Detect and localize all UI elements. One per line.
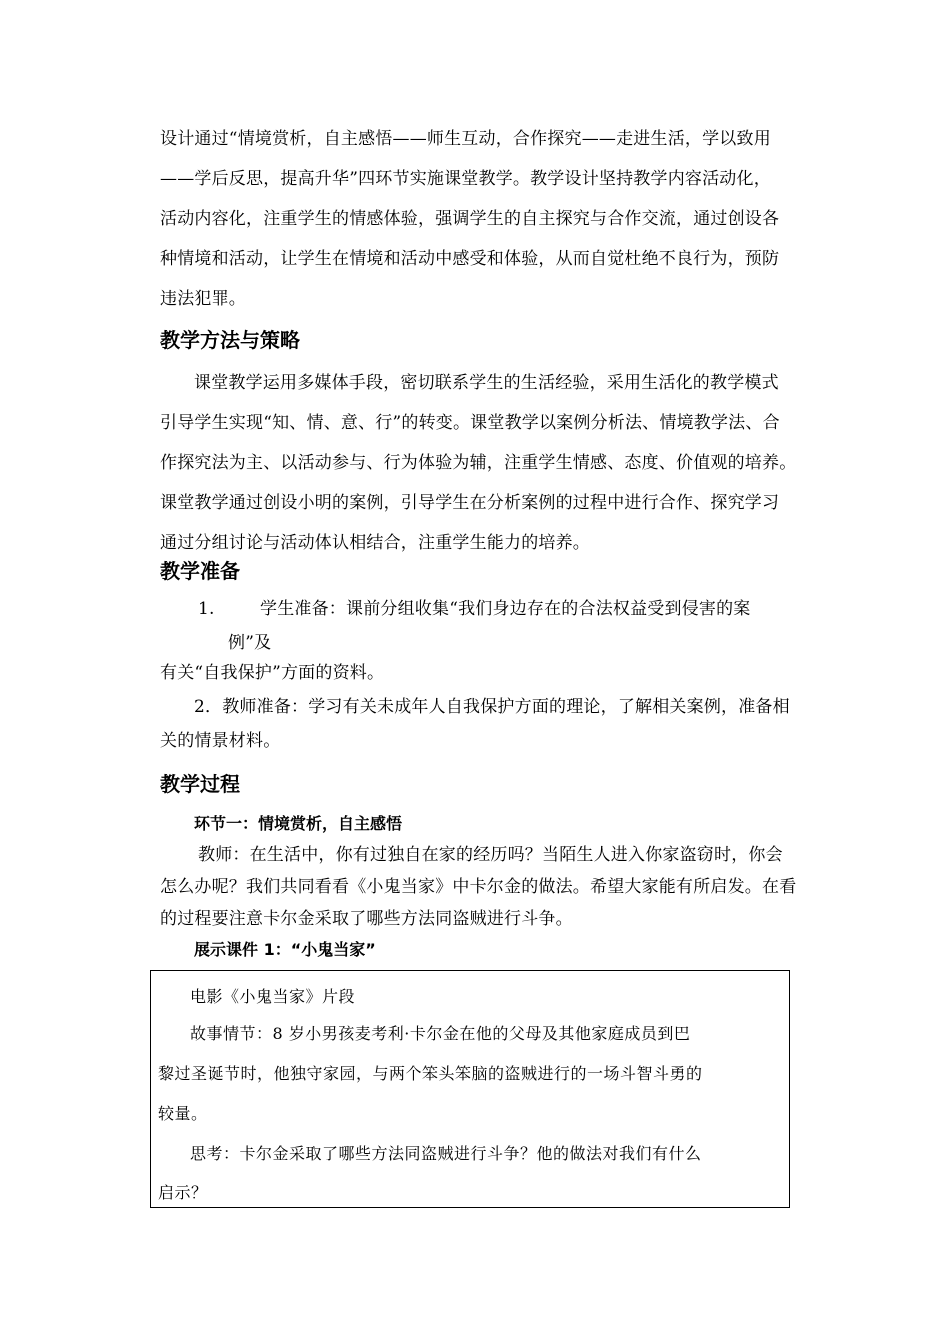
- intro-line-2: ——学后反思，提高升华”四环节实施课堂教学。教学设计坚持教学内容活动化，: [160, 169, 771, 189]
- box-story-line-3: 较量。: [158, 1104, 208, 1123]
- methods-line-5: 通过分组讨论与活动体认相结合，注重学生能力的培养。: [160, 533, 590, 553]
- prep-item1-number: 1.: [198, 599, 215, 619]
- courseware-title: 展示课件 1：“小鬼当家”: [194, 940, 376, 959]
- methods-line-3: 作探究法为主、以活动参与、行为体验为辅，注重学生情感、态度、价值观的培养。: [160, 453, 797, 473]
- box-story-line-2: 黎过圣诞节时，他独守家园，与两个笨头笨脑的盗贼进行的一场斗智斗勇的: [158, 1064, 703, 1083]
- box-story-line-1: 故事情节：8 岁小男孩麦考利·卡尔金在他的父母及其他家庭成员到巴: [190, 1024, 691, 1043]
- preparation-heading: 教学准备: [160, 559, 240, 583]
- prep-item1-line1: 学生准备：课前分组收集“我们身边存在的合法权益受到侵害的案: [260, 599, 751, 619]
- box-title: 电影《小鬼当家》片段: [190, 987, 356, 1006]
- process-heading: 教学过程: [160, 772, 240, 796]
- box-think-line-2: 启示？: [158, 1183, 208, 1202]
- methods-line-1: 课堂教学运用多媒体手段，密切联系学生的生活经验，采用生活化的教学模式: [194, 373, 779, 393]
- prep-item2-line1: 2．教师准备：学习有关未成年人自我保护方面的理论，了解相关案例，准备相: [194, 697, 790, 717]
- intro-line-3: 活动内容化，注重学生的情感体验，强调学生的自主探究与合作交流，通过创设各: [160, 209, 780, 229]
- methods-heading: 教学方法与策略: [160, 328, 300, 352]
- box-think-line-1: 思考：卡尔金采取了哪些方法同盗贼进行斗争？他的做法对我们有什么: [190, 1144, 702, 1163]
- step1-title: 环节一：情境赏析，自主感悟: [194, 814, 403, 833]
- teacher-line-2: 怎么办呢？我们共同看看《小鬼当家》中卡尔金的做法。希望大家能有所启发。在看: [160, 877, 797, 897]
- teacher-line-1: 教师：在生活中，你有过独自在家的经历吗？当陌生人进入你家盗窃时，你会: [198, 845, 783, 865]
- prep-item1-line2: 例”及: [228, 633, 272, 653]
- intro-line-5: 违法犯罪。: [160, 289, 246, 309]
- methods-line-4: 课堂教学通过创设小明的案例，引导学生在分析案例的过程中进行合作、探究学习: [160, 493, 780, 513]
- intro-line-1: 设计通过“情境赏析，自主感悟——师生互动，合作探究——走进生活，学以致用: [160, 129, 771, 149]
- prep-item1-line3: 有关“自我保护”方面的资料。: [160, 663, 385, 683]
- intro-line-4: 种情境和活动，让学生在情境和活动中感受和体验，从而自觉杜绝不良行为，预防: [160, 249, 780, 269]
- teacher-line-3: 的过程要注意卡尔金采取了哪些方法同盗贼进行斗争。: [160, 909, 573, 929]
- methods-line-2: 引导学生实现“知、情、意、行”的转变。课堂教学以案例分析法、情境教学法、合: [160, 413, 780, 433]
- prep-item2-line2: 关的情景材料。: [160, 731, 281, 751]
